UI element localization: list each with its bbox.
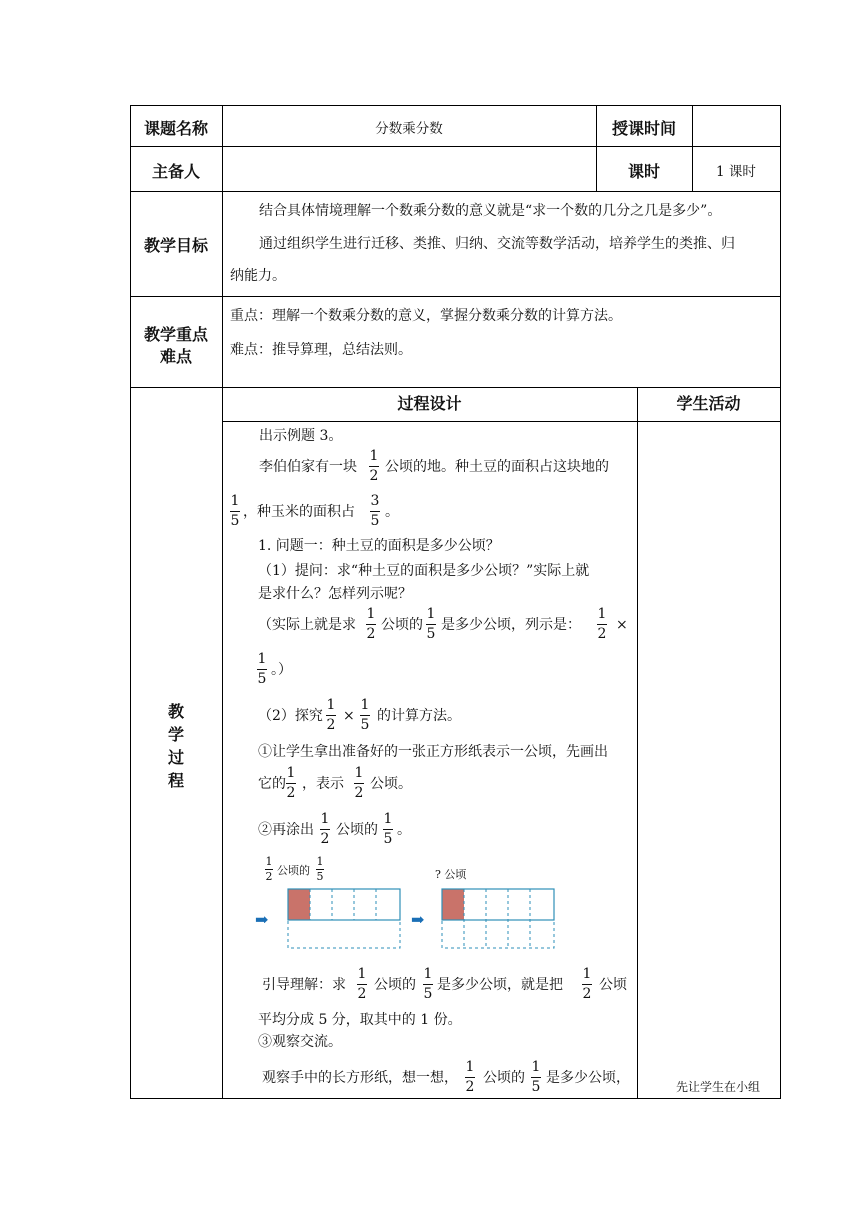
- observe-text-c: 是多少公顷，: [546, 1070, 630, 1086]
- step-one-text-2a: 它的: [258, 776, 286, 792]
- figure-label-2: ? 公顷: [435, 868, 467, 881]
- period-value: 1 课时: [716, 164, 756, 180]
- shaded-part: [442, 889, 464, 920]
- other-half-rectangle: [442, 920, 554, 948]
- student-activity-note: 先让学生在小组: [676, 1080, 761, 1094]
- keypoints-label-a: 教学重点: [143, 325, 208, 344]
- process-label-char-3: 过: [167, 748, 184, 767]
- other-half-rectangle: [288, 920, 400, 948]
- fraction-one-fifth: 1 5: [257, 651, 267, 687]
- fraction-area-diagram: [284, 884, 584, 950]
- answer-text-2: 公顷的: [381, 617, 423, 633]
- step-one-text-2b: ，表示: [302, 776, 344, 792]
- answer-close: 。）: [271, 662, 292, 678]
- times-sign: ×: [616, 617, 628, 633]
- figure-label-1: 公顷的: [277, 864, 310, 877]
- shaded-part: [288, 889, 310, 920]
- author-label: 主备人: [151, 162, 200, 181]
- fraction-one-fifth: 1 5: [360, 697, 370, 733]
- topic-label: 课题名称: [143, 119, 208, 138]
- table-col-rule: [222, 105, 223, 1099]
- fraction-one-fifth: 1 5: [423, 966, 433, 1002]
- fraction-one-half: 1 2: [369, 448, 379, 484]
- keypoints-label-b: 难点: [159, 347, 192, 366]
- table-col-rule: [637, 387, 638, 1099]
- fig-fraction-one-half: 1 2: [265, 855, 273, 883]
- goals-line-3: 纳能力。: [230, 268, 286, 284]
- fraction-one-half: 1 2: [465, 1059, 475, 1095]
- explore-text-1: （2）探究: [258, 708, 323, 724]
- table-rule: [130, 146, 781, 147]
- table-rule: [130, 296, 781, 297]
- prompt-line-1: （1）提问：求“种土豆的面积是多少公顷？”实际上就: [258, 563, 590, 579]
- difficulty-point: 难点：推导算理，总结法则。: [230, 342, 412, 358]
- fraction-one-half: 1 2: [582, 966, 592, 1002]
- step-two-text-b: 公顷的: [336, 822, 378, 838]
- process-label-char-1: 教: [167, 702, 184, 721]
- times-sign: ×: [343, 708, 355, 724]
- table-rule: [130, 387, 781, 388]
- guide-text-b: 公顷的: [374, 977, 416, 993]
- student-column-header: 学生活动: [676, 394, 741, 413]
- explore-text-2: 的计算方法。: [377, 708, 461, 724]
- table-border-bottom: [130, 1098, 781, 1099]
- answer-text-1: （实际上就是求: [258, 617, 356, 633]
- answer-text-3: 是多少公顷，列示是：: [441, 617, 581, 633]
- fraction-one-half: 1 2: [366, 606, 376, 642]
- problem-text-1: 李伯伯家有一块: [259, 459, 357, 475]
- question-one: 1. 问题一：种土豆的面积是多少公顷？: [258, 538, 500, 554]
- problem-text-4: 。: [385, 504, 399, 520]
- fraction-one-half: 1 2: [326, 697, 336, 733]
- fraction-three-fifths: 3 5: [370, 493, 380, 529]
- table-rule: [222, 421, 781, 422]
- fraction-one-half: 1 2: [286, 765, 296, 801]
- observe-text-b: 公顷的: [483, 1070, 525, 1086]
- goals-label: 教学目标: [143, 236, 208, 255]
- observe-text-a: 观察手中的长方形纸，想一想，: [262, 1070, 458, 1086]
- guide-text-a: 引导理解：求: [262, 977, 346, 993]
- table-rule: [130, 191, 781, 192]
- fraction-one-fifth: 1 5: [383, 811, 393, 847]
- step-two-text-c: 。: [397, 822, 411, 838]
- problem-text-2: 公顷的地。种土豆的面积占这块地的: [385, 459, 609, 475]
- process-label-char-4: 程: [167, 771, 184, 790]
- fraction-one-half: 1 2: [597, 606, 607, 642]
- guide-text-d: 公顷: [599, 977, 627, 993]
- design-column-header: 过程设计: [397, 394, 462, 413]
- table-border-top: [130, 105, 781, 106]
- guide-text-c: 是多少公顷，就是把: [437, 977, 563, 993]
- fraction-one-half: 1 2: [357, 966, 367, 1002]
- example-intro: 出示例题 3。: [259, 428, 343, 444]
- fraction-one-fifth: 1 5: [230, 493, 240, 529]
- fraction-one-half: 1 2: [354, 765, 364, 801]
- prompt-line-2: 是求什么？怎样列示呢？: [258, 586, 412, 602]
- fraction-one-fifth: 1 5: [426, 606, 436, 642]
- right-arrow-icon: ➡: [411, 910, 425, 929]
- goals-line-1: 结合具体情境理解一个数乘分数的意义就是“求一个数的几分之几是多少”。: [259, 203, 722, 219]
- problem-text-3: ，种玉米的面积占: [243, 504, 355, 520]
- fraction-one-half: 1 2: [320, 811, 330, 847]
- fig-fraction-one-fifth: 1 5: [316, 855, 324, 883]
- key-point: 重点：理解一个数乘分数的意义，掌握分数乘分数的计算方法。: [230, 308, 622, 324]
- step-one-text: ①让学生拿出准备好的一张正方形纸表示一公顷，先画出: [258, 744, 608, 760]
- period-label: 课时: [627, 162, 660, 181]
- right-arrow-icon: ➡: [255, 910, 269, 929]
- guide-text-2: 平均分成 5 分，取其中的 1 份。: [258, 1012, 462, 1028]
- process-label-char-2: 学: [167, 725, 184, 744]
- step-two-text-a: ②再涂出: [258, 822, 314, 838]
- time-label: 授课时间: [611, 119, 676, 138]
- step-one-text-2c: 公顷。: [370, 776, 412, 792]
- goals-line-2: 通过组织学生进行迁移、类推、归纳、交流等数学活动，培养学生的类推、归: [259, 236, 735, 252]
- table-border-right: [780, 105, 781, 1099]
- step-three-text: ③观察交流。: [258, 1034, 342, 1050]
- fraction-one-fifth: 1 5: [531, 1059, 541, 1095]
- topic-value: 分数乘分数: [375, 121, 443, 137]
